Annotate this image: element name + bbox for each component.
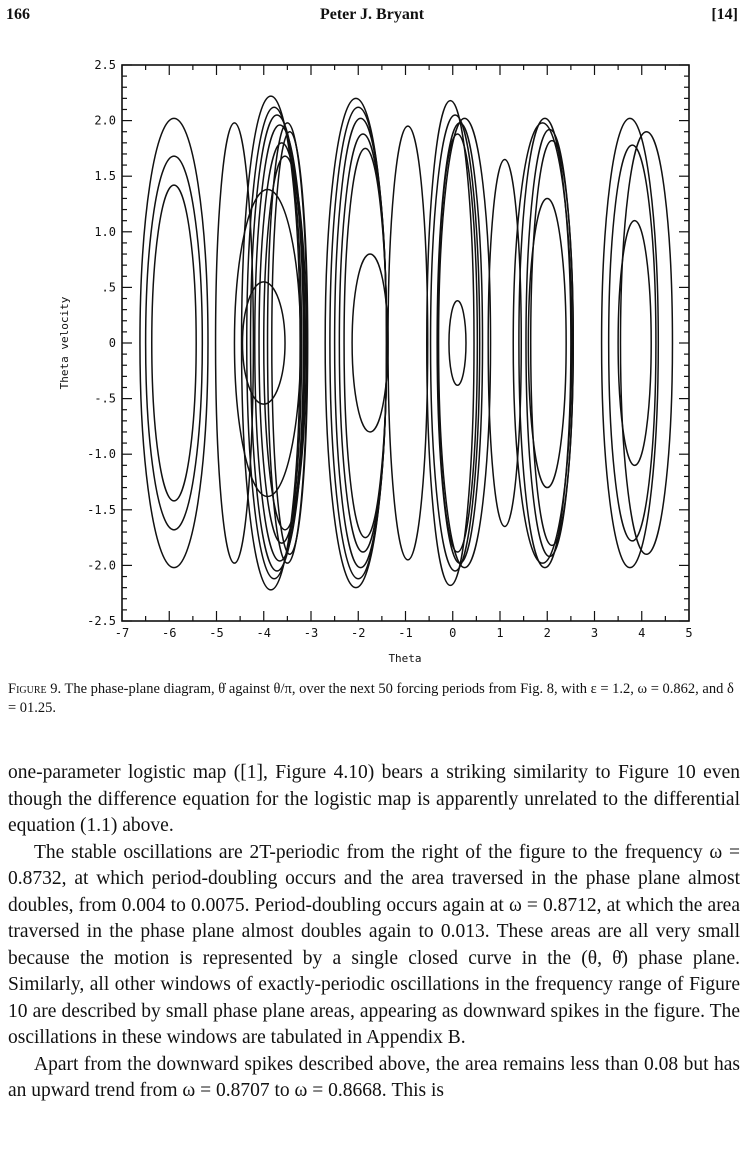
y-tick-label: -1.0 xyxy=(87,447,116,462)
phase-plane-figure xyxy=(0,40,750,680)
x-tick-label: -3 xyxy=(303,626,319,640)
x-tick-label: -5 xyxy=(209,626,224,640)
x-axis-title: Theta xyxy=(388,652,422,665)
trajectory-orbit-24 xyxy=(488,160,521,527)
x-tick-label: 5 xyxy=(685,626,693,640)
trajectory-orbit-29 xyxy=(513,123,572,563)
body-text xyxy=(8,760,740,1105)
x-tick-label: -4 xyxy=(256,626,271,640)
plot-frame xyxy=(122,65,689,621)
figure-caption xyxy=(8,680,740,718)
x-tick-label: 1 xyxy=(496,626,504,640)
running-author: Peter J. Bryant xyxy=(319,6,425,23)
trajectory-inner-loop-0 xyxy=(352,254,388,432)
trajectory-orbit-19 xyxy=(427,101,474,586)
y-tick-label: 1.5 xyxy=(94,169,116,184)
x-tick-label: -1 xyxy=(398,626,413,640)
y-tick-label: 0 xyxy=(108,336,116,350)
trajectory-orbit-1 xyxy=(146,156,203,530)
trajectory-orbit-12 xyxy=(272,132,308,555)
paragraph-1: one-parameter logistic map ([1], Figure 4.10) bears a striking similarity to Figure 10 even though the difference equation for the logistic map is apparently unrelated to the differential equation (1.1) above. xyxy=(8,762,740,836)
reference-number: [14] xyxy=(711,6,738,23)
x-tick-label: 4 xyxy=(638,626,646,640)
y-axis-title: Theta velocity xyxy=(58,296,71,390)
x-tick-label: 3 xyxy=(590,626,599,640)
y-tick-label: -2.0 xyxy=(87,558,116,573)
y-tick-label: .5 xyxy=(101,280,116,295)
y-tick-label: -.5 xyxy=(94,391,116,406)
caption-text: The phase-plane diagram, θ̇ against θ/π, over the next 50 forcing periods from Fig. 8, with ε = 1.2, ω = 0.862, and δ = 01.25. xyxy=(8,681,734,716)
phase-plane-chart xyxy=(0,40,750,680)
trajectory-orbit-30 xyxy=(602,118,659,567)
trajectory-orbit-22 xyxy=(438,134,478,552)
x-tick-label: -7 xyxy=(114,626,130,640)
trajectory-orbit-17 xyxy=(344,148,387,537)
x-tick-label: -2 xyxy=(351,626,366,640)
x-tick-label: 2 xyxy=(543,626,551,640)
trajectory-orbit-28 xyxy=(528,198,566,487)
y-tick-label: 1.0 xyxy=(94,224,116,239)
page-number: 166 xyxy=(6,6,30,23)
y-tick-label: -1.5 xyxy=(87,502,116,517)
y-tick-label: -2.5 xyxy=(87,614,116,628)
trajectory-orbit-18 xyxy=(388,126,428,560)
x-tick-label: -6 xyxy=(162,626,177,640)
trajectory-orbit-2 xyxy=(152,185,196,501)
y-tick-label: 2.0 xyxy=(94,113,116,128)
trajectory-inner-loop-1 xyxy=(449,301,466,386)
paragraph-2: The stable oscillations are 2T-periodic from the right of the figure to the frequency ω = 0.8732, at which period-doubling occurs and the area traversed in the phase plane almost doubles, from 0.004 to 0.0075. Period-doubling occurs again at ω = 0.8712, at which the area traversed in the phase plane almost doubles again to 0.013. These areas are all very small because the motion is represented by a single closed curve in the (θ, θ̇) phase plane. Similarly, all other windows of exactly-periodic oscillations in the frequency range of Figure 10 are described by small phase plane areas, appearing as downward spikes in the figure. The oscillations in these windows are tabulated in Appendix B. xyxy=(8,841,740,1048)
page-header xyxy=(6,6,738,30)
paragraph-3: Apart from the downward spikes described above, the area remains less than 0.08 but has an upward trend from ω = 0.8707 to ω = 0.8668. This is xyxy=(8,1053,740,1101)
y-tick-label: 2.5 xyxy=(94,58,116,72)
trajectory-orbit-31 xyxy=(609,145,656,541)
trajectory-orbit-33 xyxy=(620,132,672,555)
caption-label: Figure 9. xyxy=(8,681,62,697)
x-tick-label: 0 xyxy=(449,626,457,640)
